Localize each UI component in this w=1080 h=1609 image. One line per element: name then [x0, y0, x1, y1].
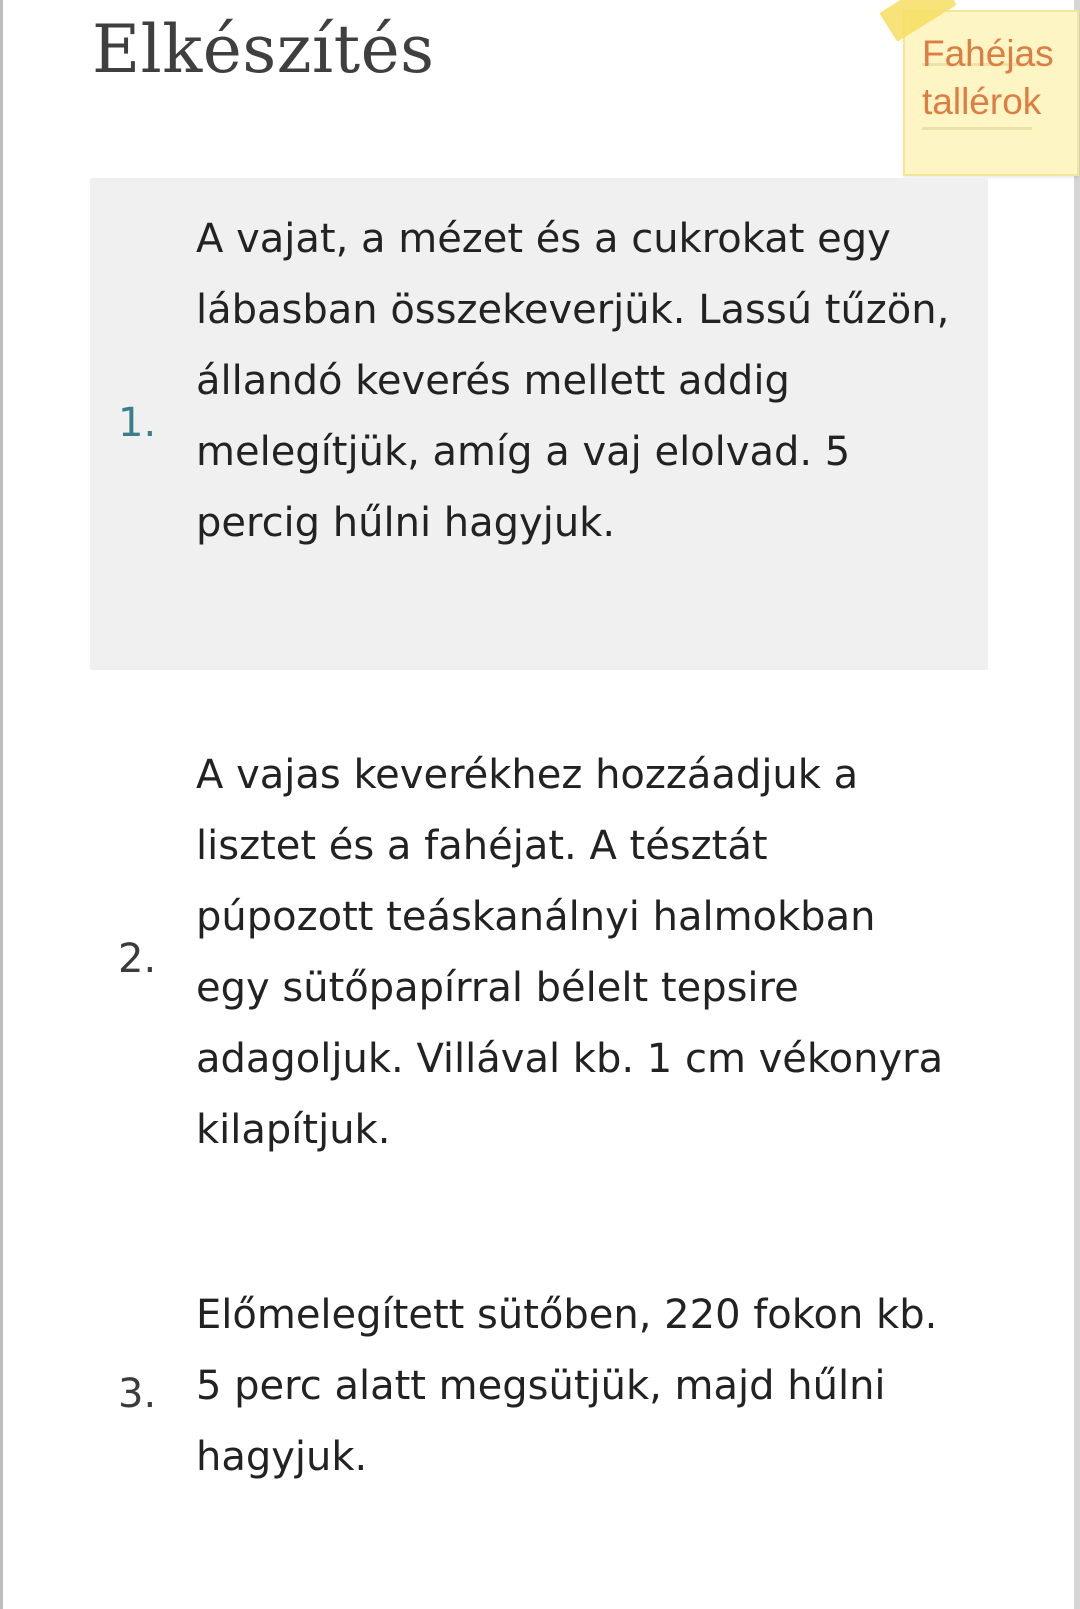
step-text: Előmelegített sütőben, 220 fokon kb. 5 perc alatt megsütjük, majd hűlni hagyjuk. — [196, 1292, 938, 1480]
step-item-3[interactable] — [90, 1280, 988, 1510]
step-number: 1. — [118, 400, 157, 446]
step-item-1[interactable] — [90, 178, 988, 670]
page-left-border — [0, 0, 3, 1609]
step-item-2[interactable] — [90, 740, 988, 1200]
step-number: 3. — [118, 1371, 157, 1417]
step-number: 2. — [118, 936, 157, 982]
sticky-note-line2: tallérok — [922, 81, 1042, 122]
sticky-note-text[interactable] — [922, 30, 1072, 126]
step-text: A vajas keverékhez hozzáadjuk a lisztet és a fahéjat. A tésztát púpozott teáskanálnyi halmokban egy sütőpapírral bélelt tepsire adagoljuk. Villával kb. 1 cm vékonyra kilapítjuk. — [196, 752, 944, 1153]
sticky-note-line1: Fahéjas — [922, 33, 1054, 74]
sticky-note-rule — [922, 127, 1032, 130]
step-text: A vajat, a mézet és a cukrokat egy lábasban összekeverjük. Lassú tűzön, állandó keverés mellett addig melegítjük, amíg a vaj elolvad. 5 percig hűlni hagyjuk. — [196, 216, 950, 546]
section-heading: Elkészítés — [92, 11, 435, 88]
page-right-border — [1074, 0, 1080, 1609]
